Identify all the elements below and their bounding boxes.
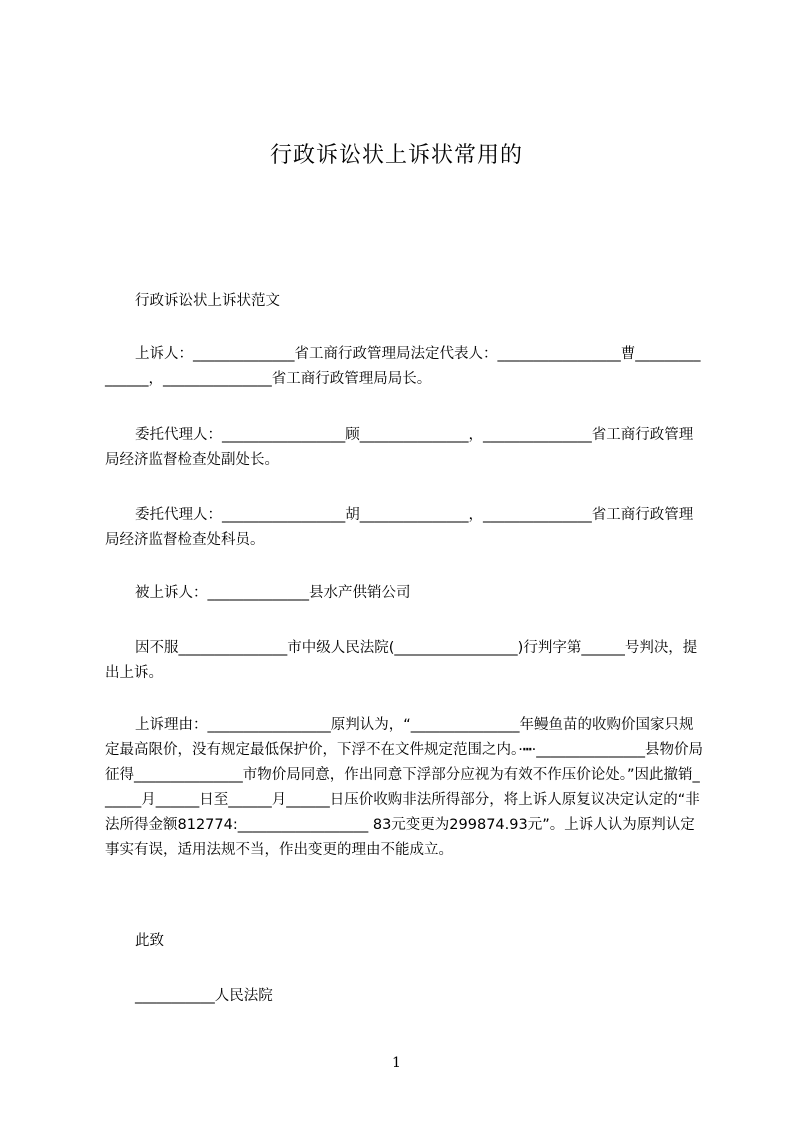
page-number: 1 <box>392 1055 401 1071</box>
agent-2-paragraph: 委托代理人：_________________胡_______________，_______________省工商行政管理局经济监督检查处科员。 <box>105 507 694 548</box>
court-paragraph: ___________人民法院 <box>135 988 273 1004</box>
appeal-statement-paragraph: 因不服_______________市中级人民法院(_________________)行判字第______号判决，提出上诉。 <box>105 640 698 681</box>
appeal-reasons-paragraph: 上诉理由：_________________原判认为，“_______________年鳗鱼苗的收购价国家只规定最高限价，没有规定最低保护价，下浮不在文件规定范围之内。·┅·_______________县物价局征得_______________市物价局同意，作出同意下浮部分应视为有效不作压价论处。”因此撤销______月______日至______月______日压价收购非法所得部分，将上诉人原复议决定认定的“非法所得金额812774:__________________ 83元变更为299874.93元”。上诉人认为原判认定事实有误，适用法规不当，作出变更的理由不能成立。 <box>105 717 703 858</box>
document-subtitle: 行政诉讼状上诉状范文 <box>135 293 280 309</box>
salutation-paragraph: 此致 <box>135 933 164 949</box>
agent-1-paragraph: 委托代理人：_________________顾_______________，_______________省工商行政管理局经济监督检查处副处长。 <box>105 427 694 468</box>
document-title: 行政诉讼状上诉状常用的 <box>269 143 523 168</box>
appellee-paragraph: 被上诉人：______________县水产供销公司 <box>135 585 411 601</box>
appellant-paragraph: 上诉人：______________省工商行政管理局法定代表人：_________________曹_______________，_______________省工商行政管理局局长。 <box>105 346 701 387</box>
